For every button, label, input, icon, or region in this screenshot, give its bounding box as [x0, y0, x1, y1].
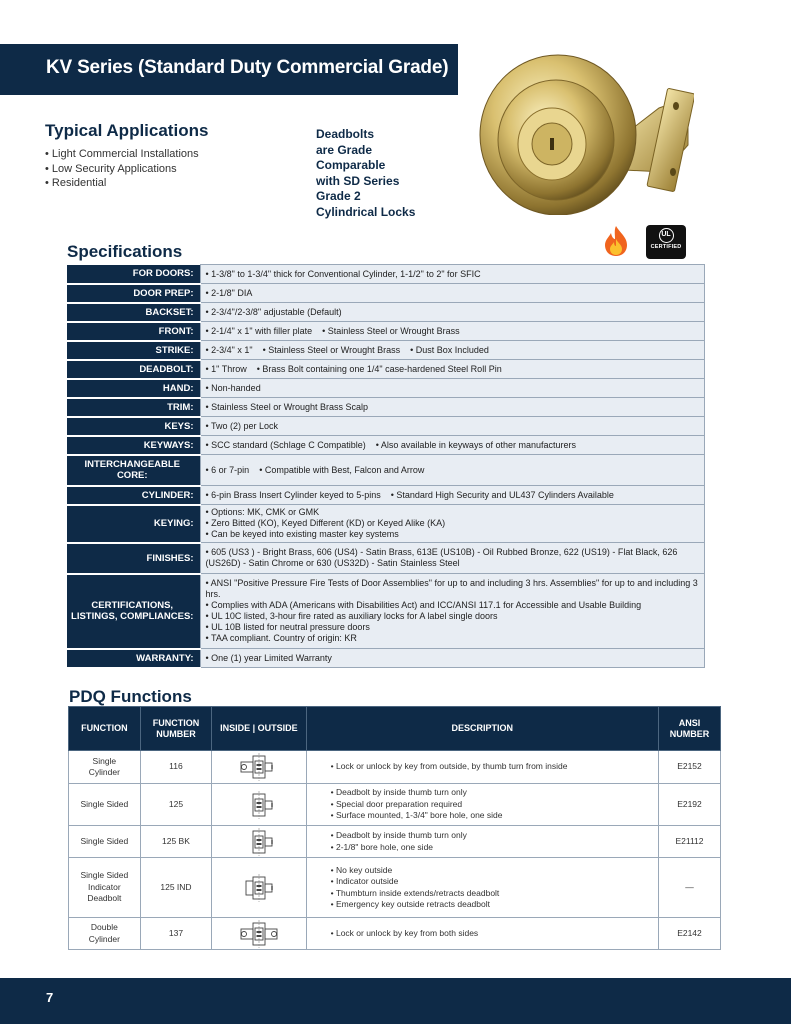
page-title: KV Series (Standard Duty Commercial Grade): [46, 57, 449, 78]
spec-line: • Can be keyed into existing master key systems: [206, 529, 700, 540]
spec-item: • Non-handed: [206, 383, 261, 394]
function-name: Single Sided: [69, 784, 141, 826]
spec-label: STRIKE:: [67, 341, 200, 360]
spec-label: DEADBOLT:: [67, 360, 200, 379]
spec-item: • 2-1/8" DIA: [206, 288, 253, 299]
column-header: INSIDE | OUTSIDE: [212, 707, 306, 751]
function-description: [306, 858, 658, 918]
spec-value: [200, 398, 705, 417]
applications-list: [45, 147, 199, 191]
spec-item: • 2-3/4"/2-3/8" adjustable (Default): [206, 307, 342, 318]
spec-value: [200, 455, 705, 486]
spec-value: [200, 543, 705, 574]
ul-mark: UL: [659, 228, 674, 243]
description-line: • Deadbolt by inside thumb turn only: [331, 787, 658, 799]
description-line: • Indicator outside: [331, 876, 658, 888]
spec-item: • 6 or 7-pin: [206, 465, 250, 476]
function-description: [306, 918, 658, 950]
inside-outside-diagram: [212, 858, 306, 918]
spec-value: [200, 322, 705, 341]
spec-label: KEYS:: [67, 417, 200, 436]
spec-item: • Compatible with Best, Falcon and Arrow: [259, 465, 424, 476]
description-line: • Thumbturn inside extends/retracts deadbolt: [331, 888, 658, 900]
spec-item: • 1-3/8" to 1-3/4" thick for Conventional Cylinder, 1-1/2" to 2" for SFIC: [206, 269, 481, 280]
column-header: DESCRIPTION: [306, 707, 658, 751]
description-line: • Lock or unlock by key from outside, by thumb turn from inside: [331, 761, 658, 773]
table-row: [67, 649, 705, 668]
function-number: 125: [140, 784, 212, 826]
inside-outside-diagram: [212, 751, 306, 784]
table-row: [69, 784, 721, 826]
spec-item: • 1" Throw: [206, 364, 247, 375]
spec-label: FRONT:: [67, 322, 200, 341]
function-description: [306, 826, 658, 858]
inside-outside-diagram: [212, 826, 306, 858]
spec-value: [200, 265, 705, 284]
table-row: [67, 505, 705, 543]
function-name: Single Sided Indicator Deadbolt: [69, 858, 141, 918]
table-row: [67, 265, 705, 284]
table-row: [69, 858, 721, 918]
table-row: [67, 379, 705, 398]
note-line: with SD Series: [316, 173, 400, 188]
table-row: [67, 543, 705, 574]
spec-label: KEYWAYS:: [67, 436, 200, 455]
list-item: • Low Security Applications: [45, 162, 199, 177]
footer-bar: [0, 978, 791, 1024]
deadbolt-product-image: [474, 40, 694, 215]
table-row: [67, 574, 705, 649]
fire-rated-icon: [602, 225, 630, 257]
spec-item: • Standard High Security and UL437 Cylinders Available: [391, 490, 614, 501]
list-item: • Light Commercial Installations: [45, 147, 199, 162]
note-line: Deadbolts: [316, 127, 375, 141]
specifications-table: [67, 264, 705, 669]
function-description: [306, 784, 658, 826]
description-line: • No key outside: [331, 865, 658, 877]
spec-line: • ANSI "Positive Pressure Fire Tests of Door Assemblies" for up to and including 3 hrs. Assemblies" for up to and including 3 hrs.: [206, 578, 700, 600]
table-row: [67, 455, 705, 486]
spec-value: [200, 303, 705, 322]
applications-heading: Typical Applications: [45, 121, 209, 140]
ansi-number: E2192: [658, 784, 720, 826]
table-row: [69, 751, 721, 784]
pdq-functions-table: [68, 706, 721, 950]
spec-label: FINISHES:: [67, 543, 200, 574]
specifications-heading: Specifications: [67, 242, 183, 261]
description-line: • Special door preparation required: [331, 799, 658, 811]
spec-line: • TAA compliant. Country of origin: KR: [206, 633, 700, 644]
ul-certified-badge: [646, 225, 686, 259]
function-description: [306, 751, 658, 784]
spec-label: CYLINDER:: [67, 486, 200, 505]
function-name: Single Sided: [69, 826, 141, 858]
function-number: 125 IND: [140, 858, 212, 918]
single-sided-bk-icon: [233, 827, 285, 857]
single-cylinder-icon: [233, 752, 285, 782]
function-number: 125 BK: [140, 826, 212, 858]
column-header: FUNCTION: [69, 707, 141, 751]
function-name: Single Cylinder: [69, 751, 141, 784]
table-row: [67, 436, 705, 455]
note-line: Comparable: [316, 158, 386, 173]
spec-value: [200, 417, 705, 436]
column-header: FUNCTION NUMBER: [140, 707, 212, 751]
ul-certified-label: CERTIFIED: [650, 244, 682, 250]
spec-value: [200, 360, 705, 379]
spec-value: [200, 436, 705, 455]
page-number: 7: [46, 990, 54, 1005]
note-line: Cylindrical Locks: [316, 204, 416, 219]
spec-label: TRIM:: [67, 398, 200, 417]
spec-item: • Brass Bolt containing one 1/4" case-hardened Steel Roll Pin: [257, 364, 502, 375]
spec-label: WARRANTY:: [67, 649, 200, 668]
pdq-heading: PDQ Functions: [69, 687, 192, 706]
table-row: [67, 360, 705, 379]
description-line: • Lock or unlock by key from both sides: [331, 928, 658, 940]
table-row: [67, 486, 705, 505]
description-line: • Deadbolt by inside thumb turn only: [331, 830, 658, 842]
inside-outside-diagram: [212, 918, 306, 950]
description-line: • Emergency key outside retracts deadbolt: [331, 899, 658, 911]
table-row: [67, 322, 705, 341]
list-item: • Residential: [45, 176, 199, 191]
spec-item: • Dust Box Included: [410, 345, 489, 356]
table-row: [69, 918, 721, 950]
spec-line: • UL 10C listed, 3-hour fire rated as auxiliary locks for A label single doors: [206, 611, 700, 622]
spec-item: • Stainless Steel or Wrought Brass: [263, 345, 401, 356]
note-line: Grade 2: [316, 189, 361, 204]
indicator-deadbolt-icon: [233, 873, 285, 903]
spec-label: BACKSET:: [67, 303, 200, 322]
spec-line: • Zero Bitted (KO), Keyed Different (KD) or Keyed Alike (KA): [206, 518, 700, 529]
table-row: [67, 284, 705, 303]
spec-value: [200, 379, 705, 398]
spec-item: • Two (2) per Lock: [206, 421, 279, 432]
spec-line: • Options: MK, CMK or GMK: [206, 507, 700, 518]
spec-label: DOOR PREP:: [67, 284, 200, 303]
table-row: [69, 826, 721, 858]
ansi-number: —: [658, 858, 720, 918]
spec-label: FOR DOORS:: [67, 265, 200, 284]
inside-outside-diagram: [212, 784, 306, 826]
spec-label: CERTIFICATIONS, LISTINGS, COMPLIANCES:: [67, 574, 200, 649]
function-name: Double Cylinder: [69, 918, 141, 950]
spec-item: • SCC standard (Schlage C Compatible): [206, 440, 366, 451]
spec-line: • UL 10B listed for neutral pressure doors: [206, 622, 700, 633]
description-line: • Surface mounted, 1-3/4" bore hole, one side: [331, 810, 658, 822]
ansi-number: E2152: [658, 751, 720, 784]
ansi-number: E21112: [658, 826, 720, 858]
spec-value: [200, 341, 705, 360]
table-row: [67, 303, 705, 322]
spec-label: INTERCHANGEABLE CORE:: [67, 455, 200, 486]
spec-item: • One (1) year Limited Warranty: [206, 653, 332, 664]
spec-value: [200, 505, 705, 543]
spec-value: [200, 284, 705, 303]
grade-note: [316, 127, 436, 221]
spec-label: HAND:: [67, 379, 200, 398]
function-number: 137: [140, 918, 212, 950]
spec-line: • Complies with ADA (Americans with Disabilities Act) and ICC/ANSI 117.1 for Accessible and Usable Building: [206, 600, 700, 611]
function-number: 116: [140, 751, 212, 784]
table-header-row: [69, 707, 721, 751]
spec-line: • 605 (US3 ) - Bright Brass, 606 (US4) - Satin Brass, 613E (US10B) - Oil Rubbed Bronze, 622 (US19) - Flat Black, 626 (US26D) - Satin Chrome or 630 (US32D) - Satin Stainless Steel: [206, 547, 700, 569]
spec-item: • Also available in keyways of other manufacturers: [376, 440, 576, 451]
title-bar: [0, 44, 458, 95]
table-row: [67, 341, 705, 360]
single-sided-icon: [233, 790, 285, 820]
spec-value: [200, 649, 705, 668]
spec-item: • 6-pin Brass Insert Cylinder keyed to 5-pins: [206, 490, 381, 501]
description-line: • 2-1/8" bore hole, one side: [331, 842, 658, 854]
ansi-number: E2142: [658, 918, 720, 950]
spec-item: • 2-1/4" x 1" with filler plate: [206, 326, 313, 337]
spec-value: [200, 486, 705, 505]
spec-value: [200, 574, 705, 649]
column-header: ANSI NUMBER: [658, 707, 720, 751]
note-line: are Grade: [316, 142, 373, 157]
double-cylinder-icon: [233, 919, 285, 949]
spec-label: KEYING:: [67, 505, 200, 543]
table-row: [67, 398, 705, 417]
spec-item: • Stainless Steel or Wrought Brass Scalp: [206, 402, 369, 413]
spec-item: • Stainless Steel or Wrought Brass: [322, 326, 460, 337]
table-row: [67, 417, 705, 436]
spec-item: • 2-3/4" x 1": [206, 345, 253, 356]
